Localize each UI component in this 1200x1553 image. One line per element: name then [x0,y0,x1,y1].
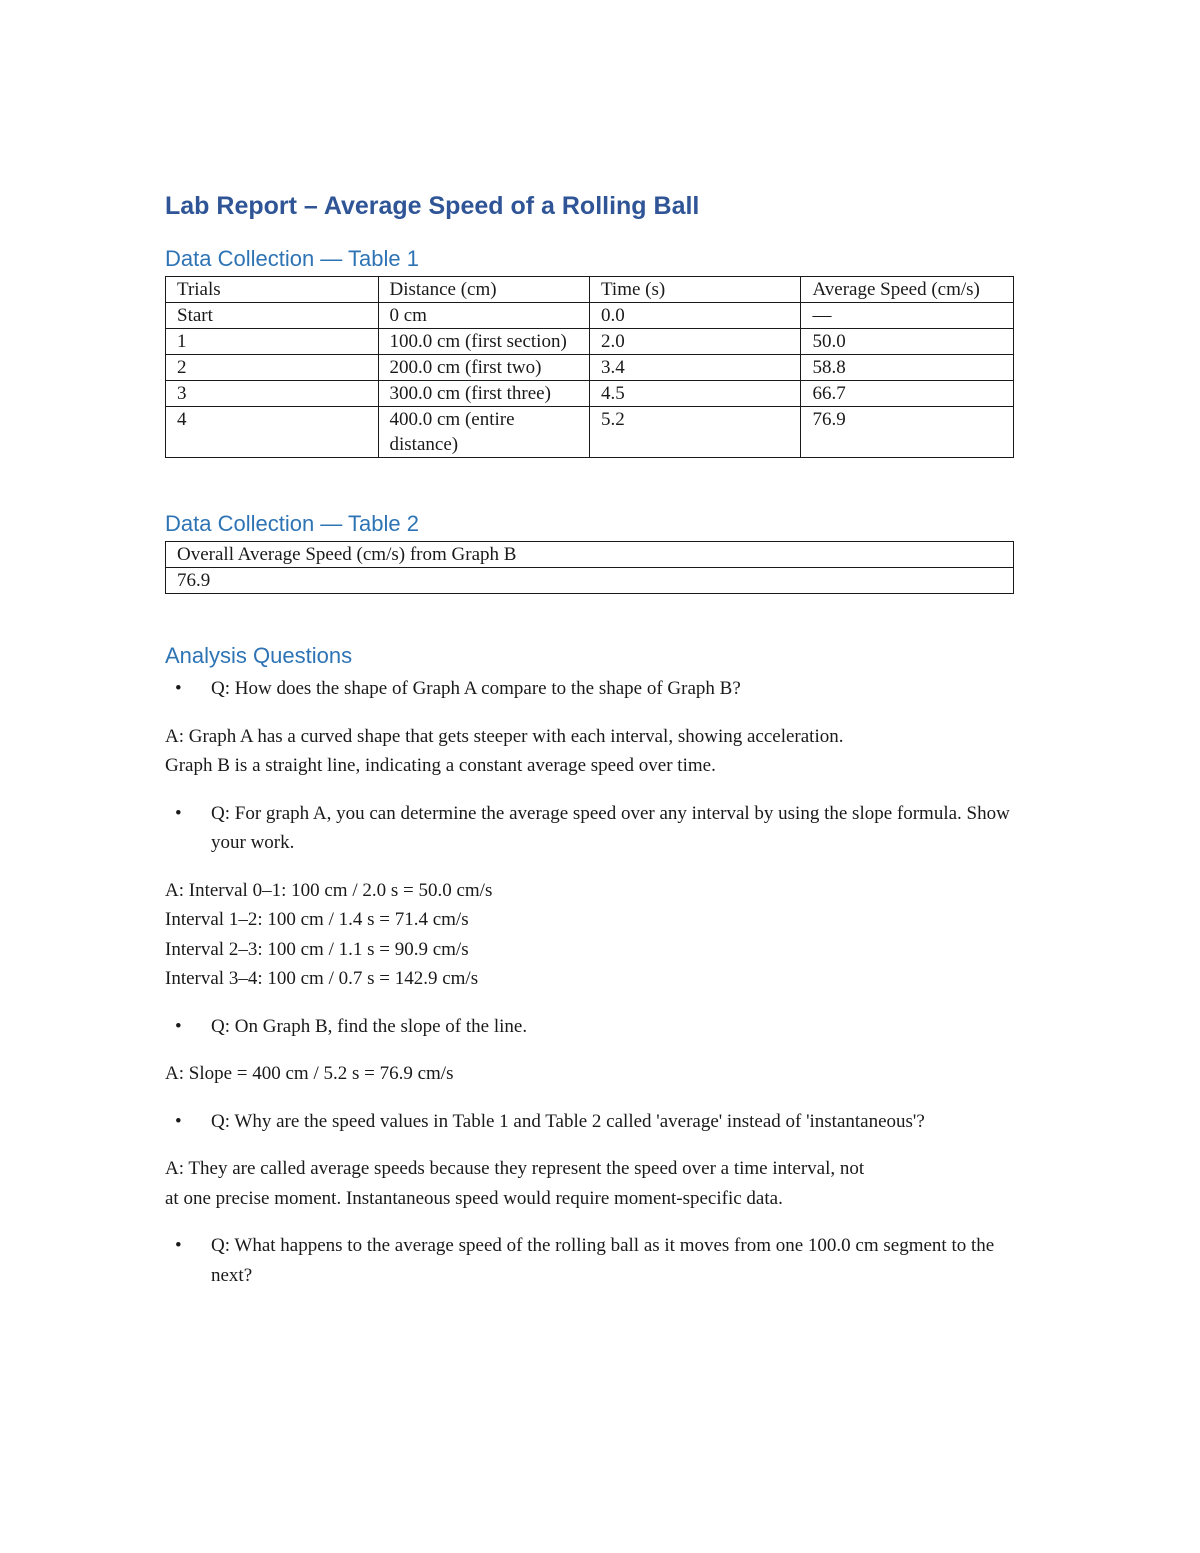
table2-header-row [166,542,1014,568]
bullet-icon: • [175,802,182,824]
table1-cell: 0.0 [589,303,800,329]
table1-cell: 58.8 [801,355,1014,381]
table1-header-row [166,277,1014,303]
table1-row [166,407,1014,458]
bullet-icon: • [175,1235,182,1256]
table1-header-cell: Time (s) [589,277,800,303]
table1-row [166,303,1014,329]
answer-block [165,722,1025,781]
answer-line: Interval 2–3: 100 cm / 1.1 s = 90.9 cm/s [165,938,469,960]
table1-cell: 300.0 cm (first three) [378,381,589,407]
question-text: Q: How does the shape of Graph A compare to the shape of Graph B? [211,678,741,699]
table1-header-cell: Distance (cm) [378,277,589,303]
answer-line: Interval 1–2: 100 cm / 1.4 s = 71.4 cm/s [165,909,469,930]
question-item [165,1012,1025,1042]
table1-row [166,381,1014,407]
table1-cell: 3 [166,381,379,407]
table1-cell: 2.0 [589,329,800,355]
table1-cell: 200.0 cm (first two) [378,355,589,381]
table1-header-cell: Average Speed (cm/s) [801,277,1014,303]
table1-header-cell: Trials [166,277,379,303]
table1-cell: 2 [166,355,379,381]
table1-cell: 5.2 [589,407,800,458]
question-item [165,674,1025,704]
question-item [165,1231,1025,1290]
table2-header-cell: Overall Average Speed (cm/s) from Graph B [166,542,1014,568]
table1-cell: 400.0 cm (entire distance) [378,407,589,458]
table1-cell: 4.5 [589,381,800,407]
answer-line: Graph B is a straight line, indicating a constant average speed over time. [165,755,716,776]
document-content [165,190,1025,1290]
table2-row [166,568,1014,594]
answer-line: at one precise moment. Instantaneous speed would require moment-specific data. [165,1187,783,1209]
bullet-icon: • [175,678,182,699]
table1-cell: — [801,303,1014,329]
bullet-icon: • [175,1015,182,1037]
answer-block [165,1059,1025,1089]
table1-cell: 76.9 [801,407,1014,458]
table2-heading: Data Collection — Table 2 [165,511,419,536]
table1-cell: 0 cm [378,303,589,329]
table1-row [166,329,1014,355]
answer-line: A: They are called average speeds because they represent the speed over a time interval, not [165,1158,865,1179]
question-item [165,1107,1025,1137]
question-text: Q: What happens to the average speed of the rolling ball as it moves from one 100.0 cm segment to the next? [211,1235,995,1286]
table1-cell: 4 [166,407,379,458]
report-title: Lab Report – Average Speed of a Rolling Ball [165,192,700,220]
question-text: Q: On Graph B, find the slope of the line. [211,1015,528,1037]
table1-row [166,355,1014,381]
analysis-questions [165,674,1025,1290]
answer-block [165,876,1025,994]
table1-cell: Start [166,303,379,329]
table1 [165,276,1014,458]
table1-cell: 100.0 cm (first section) [378,329,589,355]
analysis-heading: Analysis Questions [165,643,353,668]
question-text: Q: Why are the speed values in Table 1 and Table 2 called 'average' instead of 'instantaneous'? [211,1110,925,1132]
table1-cell: 3.4 [589,355,800,381]
question-text: Q: For graph A, you can determine the average speed over any interval by using the slope formula. Show your work. [211,802,1010,853]
table1-cell: 1 [166,329,379,355]
answer-block [165,1154,1025,1213]
table1-cell: 50.0 [801,329,1014,355]
answer-line: A: Interval 0–1: 100 cm / 2.0 s = 50.0 cm/s [165,879,493,901]
table1-heading: Data Collection — Table 1 [165,246,419,271]
table1-cell: 66.7 [801,381,1014,407]
bullet-icon: • [175,1110,182,1132]
answer-line: Interval 3–4: 100 cm / 0.7 s = 142.9 cm/s [165,968,479,989]
table2 [165,541,1014,594]
question-item [165,799,1025,858]
answer-line: A: Slope = 400 cm / 5.2 s = 76.9 cm/s [165,1063,454,1084]
table2-value-cell: 76.9 [166,568,1014,594]
answer-line: A: Graph A has a curved shape that gets steeper with each interval, showing acceleration. [165,725,844,747]
